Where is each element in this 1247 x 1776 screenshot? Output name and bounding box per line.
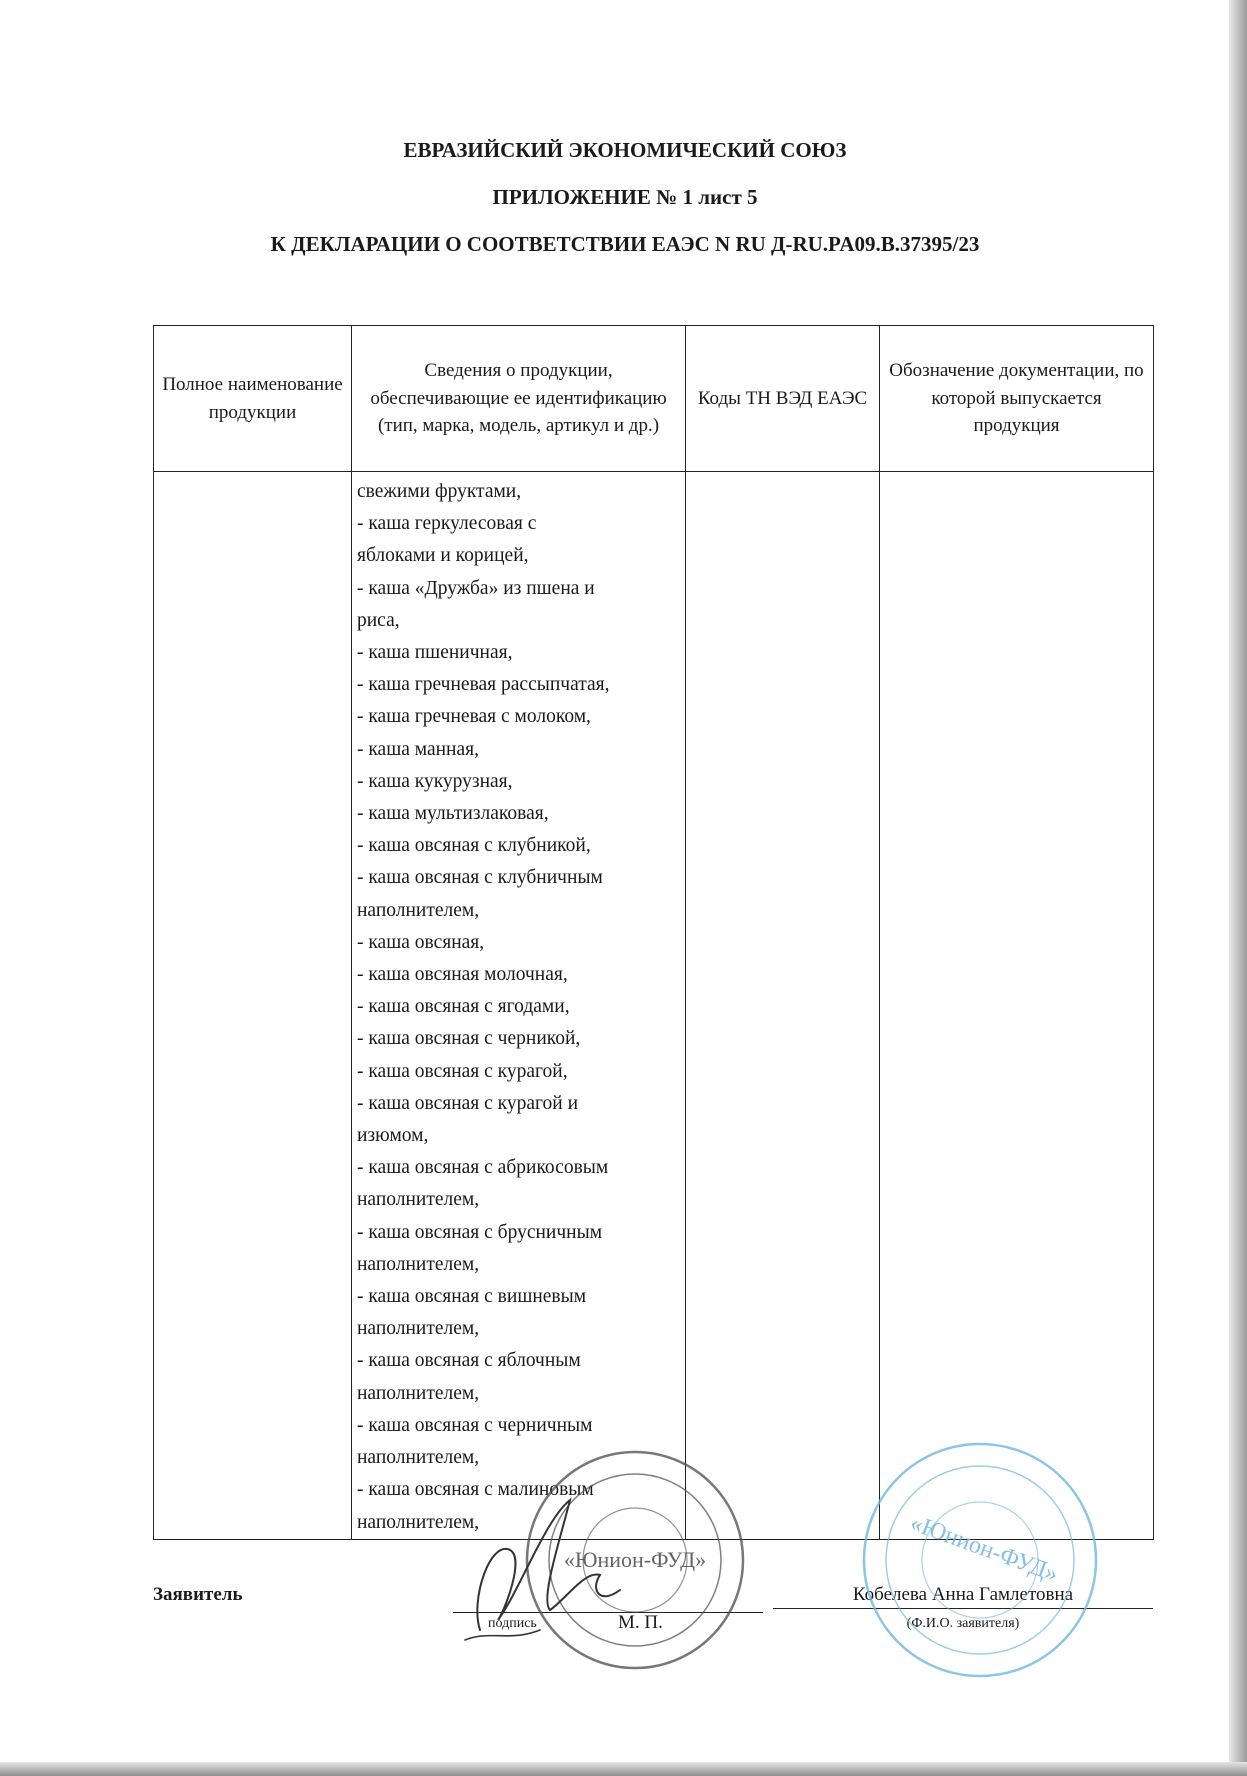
list-item: - каша овсяная с вишневым <box>357 1286 587 1308</box>
applicant-name: Кобелева Анна Гамлетовна <box>773 1584 1153 1609</box>
list-item: - каша овсяная с брусничным <box>357 1221 603 1243</box>
signature-line <box>453 1612 763 1613</box>
list-item: - каша мультизлаковая, <box>357 803 549 825</box>
list-item: - каша овсяная с абрикосовым <box>357 1157 609 1179</box>
document-header <box>150 138 1100 258</box>
union-title: ЕВРАЗИЙСКИЙ ЭКОНОМИЧЕСКИЙ СОЮЗ <box>403 138 847 162</box>
list-item: - каша овсяная с черникой, <box>357 1028 581 1050</box>
list-item: - каша овсяная с малиновым <box>357 1479 594 1501</box>
signature-block <box>153 1580 1153 1640</box>
scan-edge-right <box>1229 0 1247 1776</box>
list-item: - каша овсяная с курагой, <box>357 1060 568 1082</box>
list-item: - каша овсяная с клубникой, <box>357 835 591 857</box>
list-item: - каша овсяная с яблочным <box>357 1350 581 1372</box>
table-header-row <box>154 326 1154 472</box>
list-item: - каша гречневая с молоком, <box>357 706 591 728</box>
list-item: наполнителем, <box>357 1253 480 1275</box>
list-item: - каша геркулесовая с <box>357 513 537 535</box>
list-item: наполнителем, <box>357 1382 480 1404</box>
stamp-place-caption: М. П. <box>618 1612 663 1633</box>
product-table <box>153 325 1154 1540</box>
applicant-name-caption: (Ф.И.О. заявителя) <box>906 1616 1020 1631</box>
cell-tnved-codes <box>686 472 880 1540</box>
product-table-wrapper <box>153 325 1153 1540</box>
cell-product-name <box>154 472 352 1540</box>
column-header-documentation: Обозначение документации, по которой выпускается продукция <box>880 326 1154 472</box>
applicant-label: Заявитель <box>153 1584 243 1605</box>
list-item: наполнителем, <box>357 1511 480 1533</box>
list-item: свежими фруктами, <box>357 481 522 502</box>
list-item: - каша овсяная с ягодами, <box>357 996 570 1018</box>
column-header-product-name: Полное наименование продукции <box>154 326 352 472</box>
scan-edge-bottom <box>0 1762 1247 1776</box>
list-item: - каша овсяная молочная, <box>357 964 568 986</box>
list-item: изюмом, <box>357 1125 429 1147</box>
list-item: - каша овсяная с клубничным <box>357 867 603 889</box>
cell-product-info <box>352 472 686 1540</box>
column-header-tnved-codes: Коды ТН ВЭД ЕАЭС <box>686 326 880 472</box>
list-item: наполнителем, <box>357 1447 480 1469</box>
list-item: яблоками и корицей, <box>357 545 529 567</box>
list-item: наполнителем, <box>357 1189 480 1211</box>
signature-caption: подпись <box>488 1616 537 1631</box>
list-item: - каша овсяная с курагой и <box>357 1092 579 1114</box>
cell-documentation <box>880 472 1154 1540</box>
product-items-list <box>352 472 685 1539</box>
blue-stamp-text: «Юнион-ФУД» <box>906 1509 1062 1588</box>
declaration-title: К ДЕКЛАРАЦИИ О СООТВЕТСТВИИ ЕАЭС N RU Д-RU.PA09.B.37395/23 <box>270 232 980 257</box>
list-item: - каша кукурузная, <box>357 770 513 792</box>
list-item: риса, <box>357 609 400 631</box>
list-item: - каша овсяная с черничным <box>357 1414 593 1436</box>
list-item: - каша манная, <box>357 738 479 760</box>
column-header-product-info: Сведения о продукции, обеспечивающие ее идентификацию (тип, марка, модель, артикул и др.) <box>352 326 686 472</box>
list-item: - каша овсяная, <box>357 931 485 953</box>
table-row <box>154 472 1154 1540</box>
list-item: - каша пшеничная, <box>357 642 513 664</box>
list-item: наполнителем, <box>357 899 480 921</box>
list-item: - каша гречневая рассыпчатая, <box>357 674 610 696</box>
dark-stamp-text: «Юнион-ФУД» <box>563 1547 707 1572</box>
list-item: наполнителем, <box>357 1318 480 1340</box>
annex-title: ПРИЛОЖЕНИЕ № 1 лист 5 <box>492 185 758 210</box>
list-item: - каша «Дружба» из пшена и <box>357 577 595 599</box>
